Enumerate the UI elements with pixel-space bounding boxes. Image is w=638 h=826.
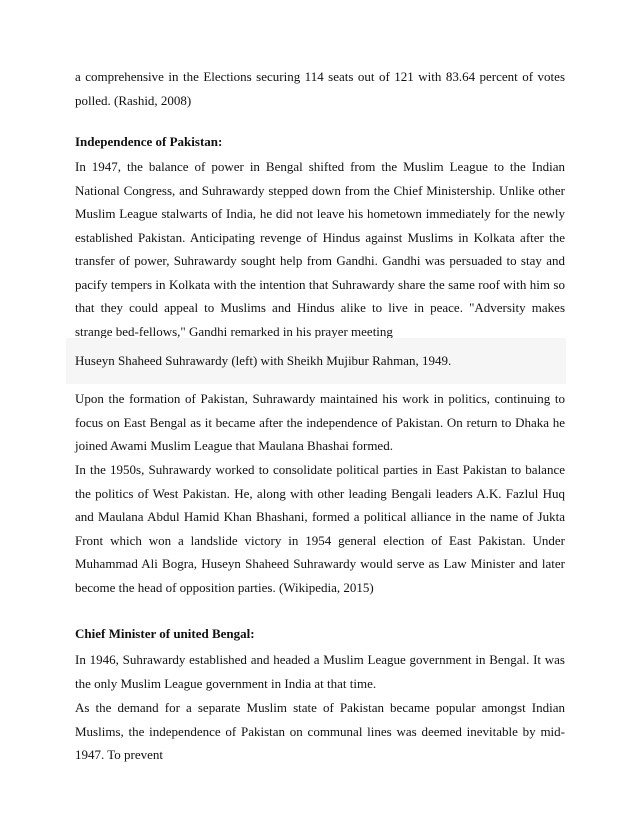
independence-paragraph-2: Upon the formation of Pakistan, Suhrawardy maintained his work in politics, continuing to focus on East Bengal as it became after the independence of Pakistan. On return to Dhaka he joined Awami Muslim League that Maulana Bhashai formed.: [75, 391, 565, 453]
section-heading-independence: Independence of Pakistan:: [75, 134, 223, 149]
section-heading-chief-minister: Chief Minister of united Bengal:: [75, 626, 255, 641]
intro-paragraph: a comprehensive in the Elections securing 114 seats out of 121 with 83.64 percent of votes polled. (Rashid, 2008): [75, 69, 565, 108]
independence-paragraph-1: In 1947, the balance of power in Bengal shifted from the Muslim League to the Indian National Congress, and Suhrawardy stepped down from the Chief Ministership. Unlike other Muslim League stalwarts of India, he did not leave his hometown immediately for the newly established Pakistan. Anticipating revenge of Hindus against Muslims in Kolkata after the transfer of power, Suhrawardy sought help from Gandhi. Gandhi was persuaded to stay and pacify tempers in Kolkata with the intention that Suhrawardy share the same roof with him so that they could appeal to Muslims and Hindus alike to live in peace. "Adversity makes strange bed-fellows," Gandhi remarked in his prayer meeting: [75, 159, 565, 339]
chief-minister-paragraph-2: As the demand for a separate Muslim state of Pakistan became popular amongst Indian Muslims, the independence of Pakistan on communal lines was deemed inevitable by mid-1947. To prevent: [75, 700, 565, 762]
independence-paragraph-3: In the 1950s, Suhrawardy worked to consolidate political parties in East Pakistan to balance the politics of West Pakistan. He, along with other leading Bengali leaders A.K. Fazlul Huq and Maulana Abdul Hamid Khan Bhashani, formed a political alliance in the name of Jukta Front which won a landslide victory in 1954 general election of East Pakistan. Under Muhammad Ali Bogra, Huseyn Shaheed Suhrawardy would serve as Law Minister and later become the head of opposition parties. (Wikipedia, 2015): [75, 462, 565, 595]
chief-minister-paragraph-1: In 1946, Suhrawardy established and headed a Muslim League government in Bengal. It was the only Muslim League government in India at that time.: [75, 652, 565, 691]
image-caption: Huseyn Shaheed Suhrawardy (left) with Sheikh Mujibur Rahman, 1949.: [75, 353, 452, 368]
